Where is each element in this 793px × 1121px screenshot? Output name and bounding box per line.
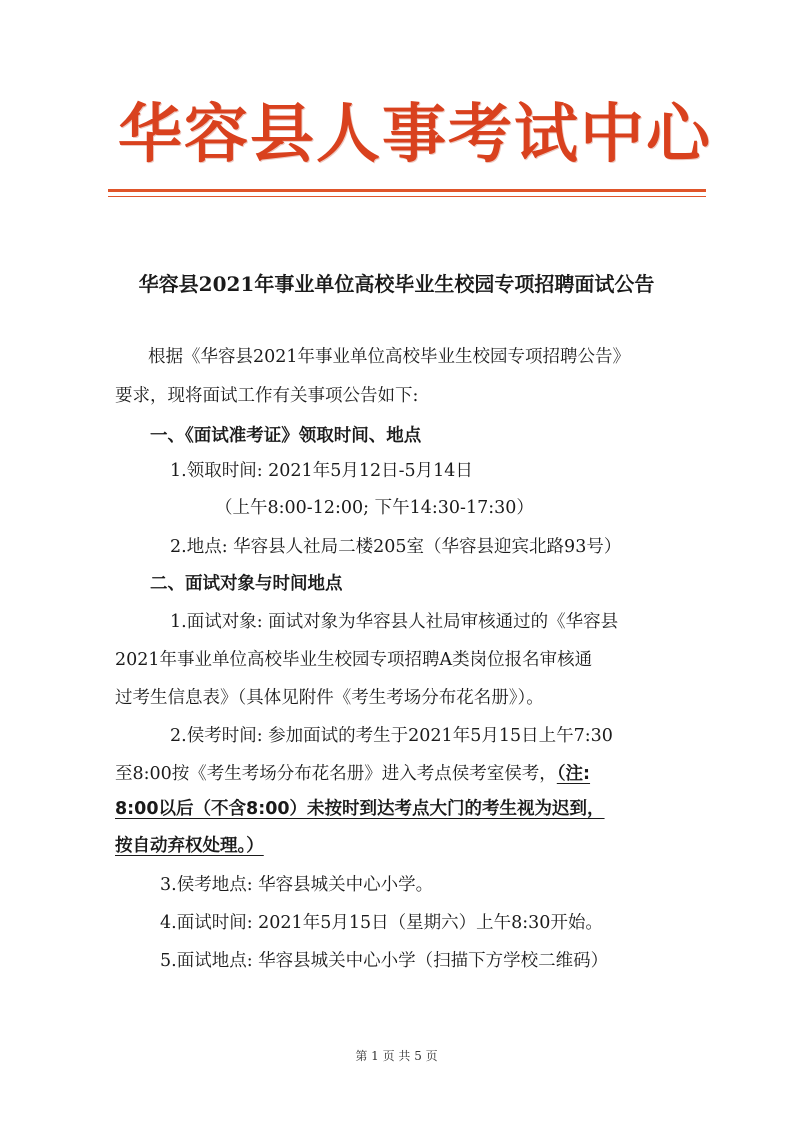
section-2-item-1-line-2: 2021年事业单位高校毕业生校园专项招聘A类岗位报名审核通: [115, 650, 593, 670]
section-1-item-1-hours: （上午8:00-12:00; 下午14:30-17:30）: [215, 498, 534, 518]
intro-line-1: 根据《华容县2021年事业单位高校毕业生校园专项招聘公告》: [148, 347, 631, 367]
section-1-item-1: 1.领取时间: 2021年5月12日-5月14日: [170, 461, 473, 481]
wait-time-text: 至8:00按《考生考场分布花名册》进入考点侯考室侯考，: [115, 764, 557, 784]
intro-line-2: 要求，现将面试工作有关事项公告如下:: [115, 386, 419, 406]
late-note-line-3: 按自动弃权处理。）: [115, 836, 264, 856]
section-2-item-1-line-1: 1.面试对象: 面试对象为华容县人社局审核通过的《华容县: [170, 612, 619, 632]
section-2-heading: 二、面试对象与时间地点: [150, 574, 343, 594]
late-note-start: （注:: [556, 764, 591, 784]
letterhead-title: 华容县人事考试中心: [118, 97, 712, 172]
letterhead-rule-thick: [108, 189, 706, 192]
section-1-item-2: 2.地点: 华容县人社局二楼205室（华容县迎宾北路93号）: [170, 537, 622, 557]
section-2-item-1-line-3: 过考生信息表》（具体见附件《考生考场分布花名册》）。: [115, 688, 544, 708]
section-1-heading: 一、《面试准考证》领取时间、地点: [150, 426, 422, 446]
letterhead-rule-thin: [108, 196, 706, 197]
document-title: 华容县2021年事业单位高校毕业生校园专项招聘面试公告: [138, 272, 655, 296]
late-note-line-2: 8:00以后（不含8:00）未按时到达考点大门的考生视为迟到，: [115, 799, 605, 819]
section-2-item-2-line-1: 2.侯考时间: 参加面试的考生于2021年5月15日上午7:30: [170, 726, 613, 746]
page-footer: 第 1 页 共 5 页: [355, 1049, 438, 1063]
section-2-item-5: 5.面试地点: 华容县城关中心小学（扫描下方学校二维码）: [160, 951, 609, 971]
section-2-item-3: 3.侯考地点: 华容县城关中心小学。: [160, 875, 434, 895]
section-2-item-4: 4.面试时间: 2021年5月15日（星期六）上午8:30开始。: [160, 913, 603, 933]
section-2-item-2-line-2: [115, 762, 590, 786]
